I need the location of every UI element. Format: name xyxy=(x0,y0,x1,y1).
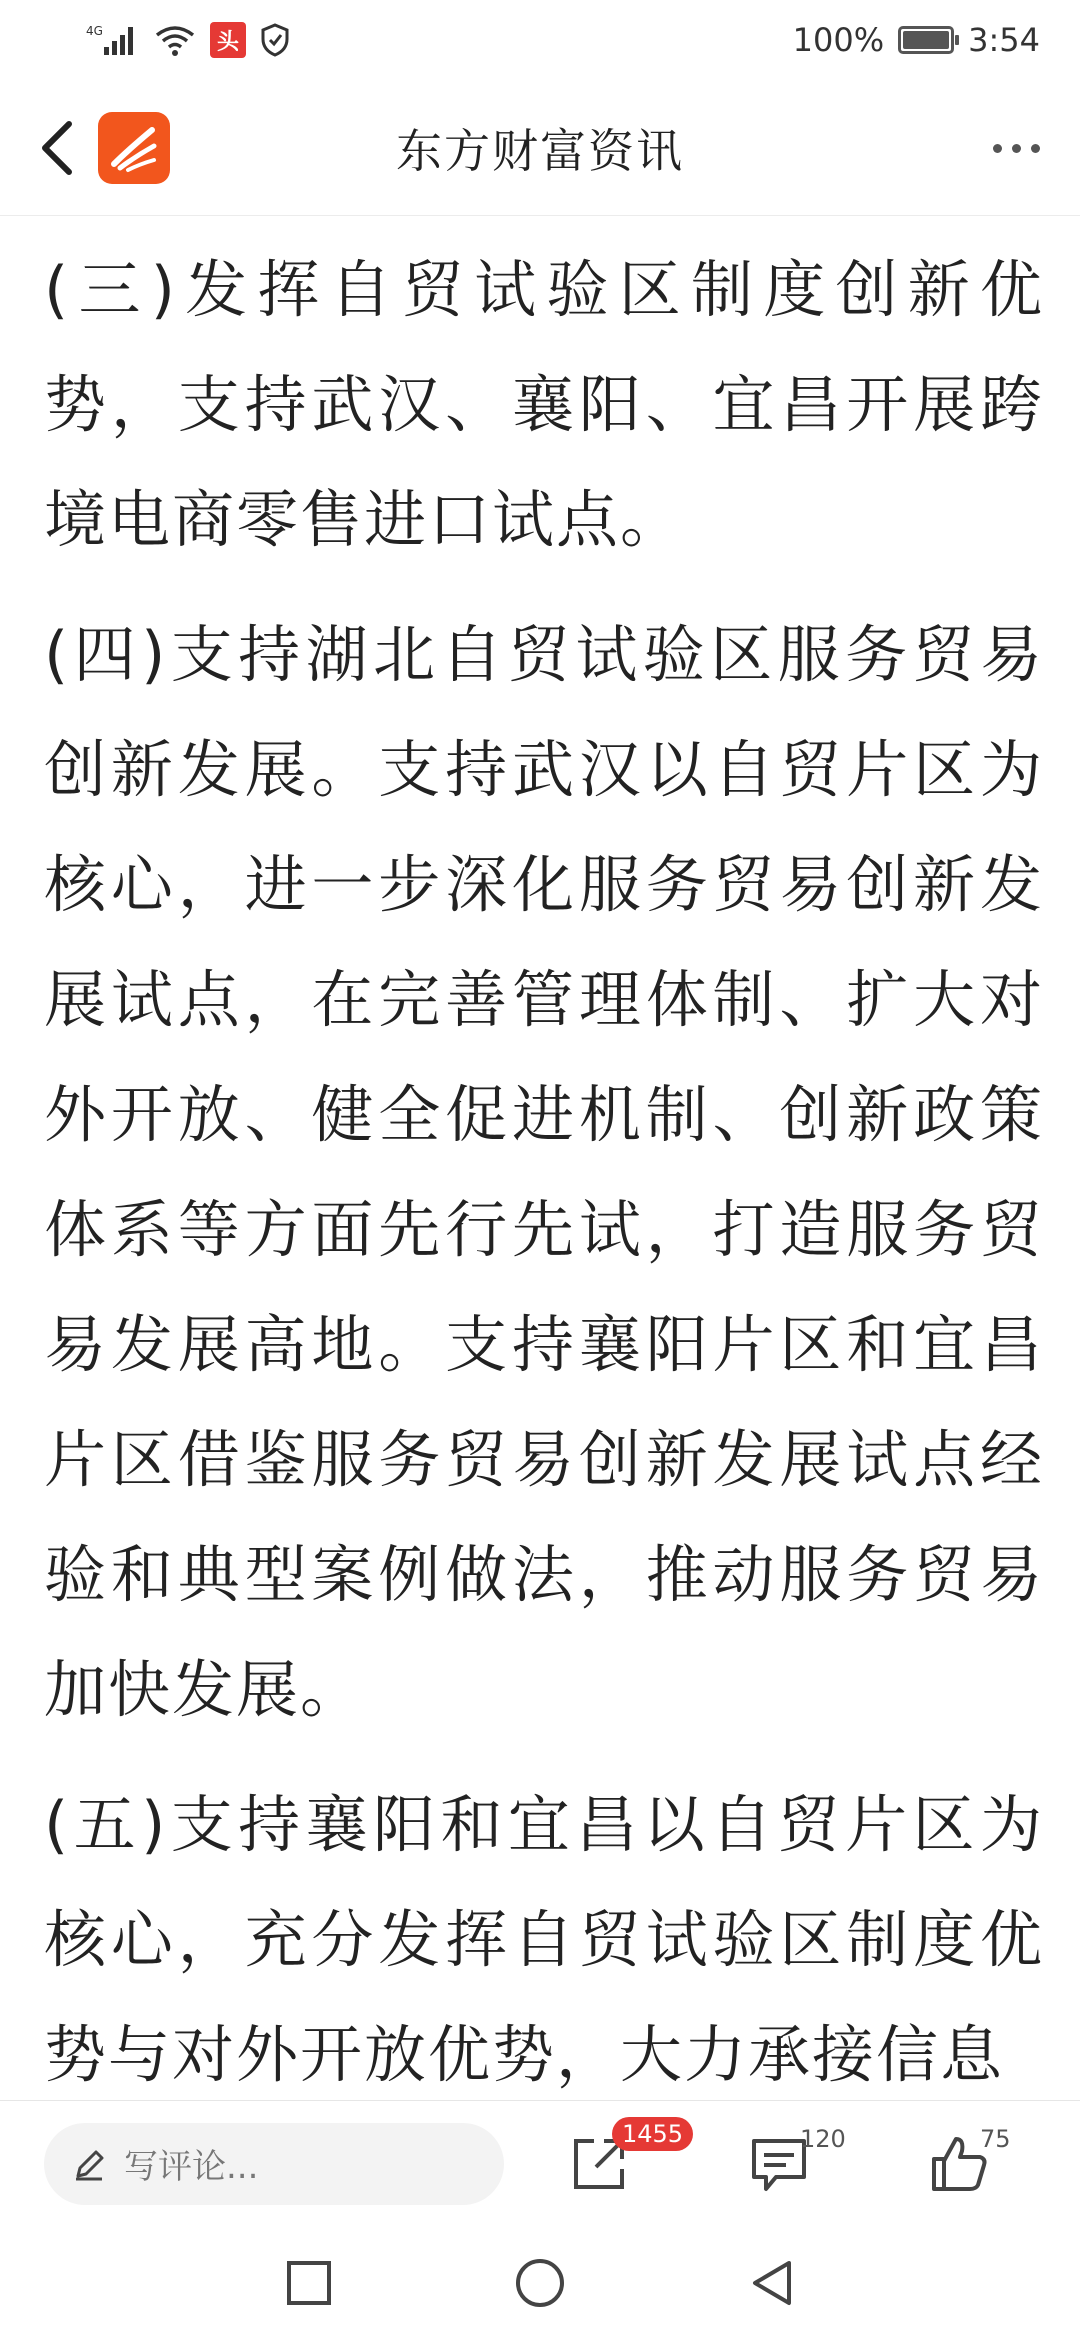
back-button[interactable] xyxy=(20,98,94,198)
nav-back-button[interactable] xyxy=(736,2248,806,2318)
comment-placeholder: 写评论... xyxy=(124,2147,259,2187)
share-count-badge: 1455 xyxy=(612,2117,693,2151)
article-body xyxy=(44,232,1044,2102)
status-bar xyxy=(0,0,1080,80)
shield-icon xyxy=(260,23,290,57)
recent-apps-button[interactable] xyxy=(274,2248,344,2318)
home-button[interactable] xyxy=(505,2248,575,2318)
status-left xyxy=(86,22,290,58)
comments-button[interactable] xyxy=(734,2119,846,2209)
share-button[interactable] xyxy=(554,2119,684,2209)
app-notification-icon: 头 xyxy=(210,22,246,58)
like-count: 75 xyxy=(980,2125,1011,2153)
home-icon xyxy=(514,2257,566,2309)
comment-input[interactable] xyxy=(44,2123,504,2205)
back-icon xyxy=(37,118,77,178)
comment-count: 120 xyxy=(800,2125,846,2153)
status-right xyxy=(793,21,1040,59)
more-icon xyxy=(993,144,1002,153)
wifi-icon xyxy=(154,23,196,57)
network-type-label: 4G xyxy=(86,24,103,38)
article-paragraph: (五)支持襄阳和宜昌以自贸片区为核心，充分发挥自贸试验区制度优势与对外开放优势，大力承接信息 xyxy=(44,1788,1044,2091)
battery-icon xyxy=(898,26,954,54)
article-paragraph: (四)支持湖北自贸试验区服务贸易创新发展。支持武汉以自贸片区为核心，进一步深化服务贸易创新发展试点，在完善管理体制、扩大对外开放、健全促进机制、创新政策体系等方面先行先试，打造服务贸易发展高地。支持襄阳片区和宜昌片区借鉴服务贸易创新发展试点经验和典型案例做法，推动服务贸易加快发展。 xyxy=(44,618,1044,1726)
page-title: 东方财富资讯 xyxy=(396,123,684,178)
pencil-icon xyxy=(72,2146,108,2182)
battery-percent: 100% xyxy=(792,21,885,59)
article-paragraph: (三)发挥自贸试验区制度创新优势，支持武汉、襄阳、宜昌开展跨境电商零售进口试点。 xyxy=(44,253,1044,556)
article-action-bar xyxy=(0,2100,1080,2226)
system-nav-bar xyxy=(0,2226,1080,2340)
recent-apps-icon xyxy=(285,2259,333,2307)
like-button[interactable] xyxy=(914,2119,1011,2209)
app-logo-icon xyxy=(98,112,170,184)
signal-icon xyxy=(86,23,140,57)
more-button[interactable] xyxy=(976,114,1056,182)
app-header xyxy=(0,80,1080,216)
back-nav-icon xyxy=(747,2257,795,2309)
clock: 3:54 xyxy=(968,21,1040,59)
